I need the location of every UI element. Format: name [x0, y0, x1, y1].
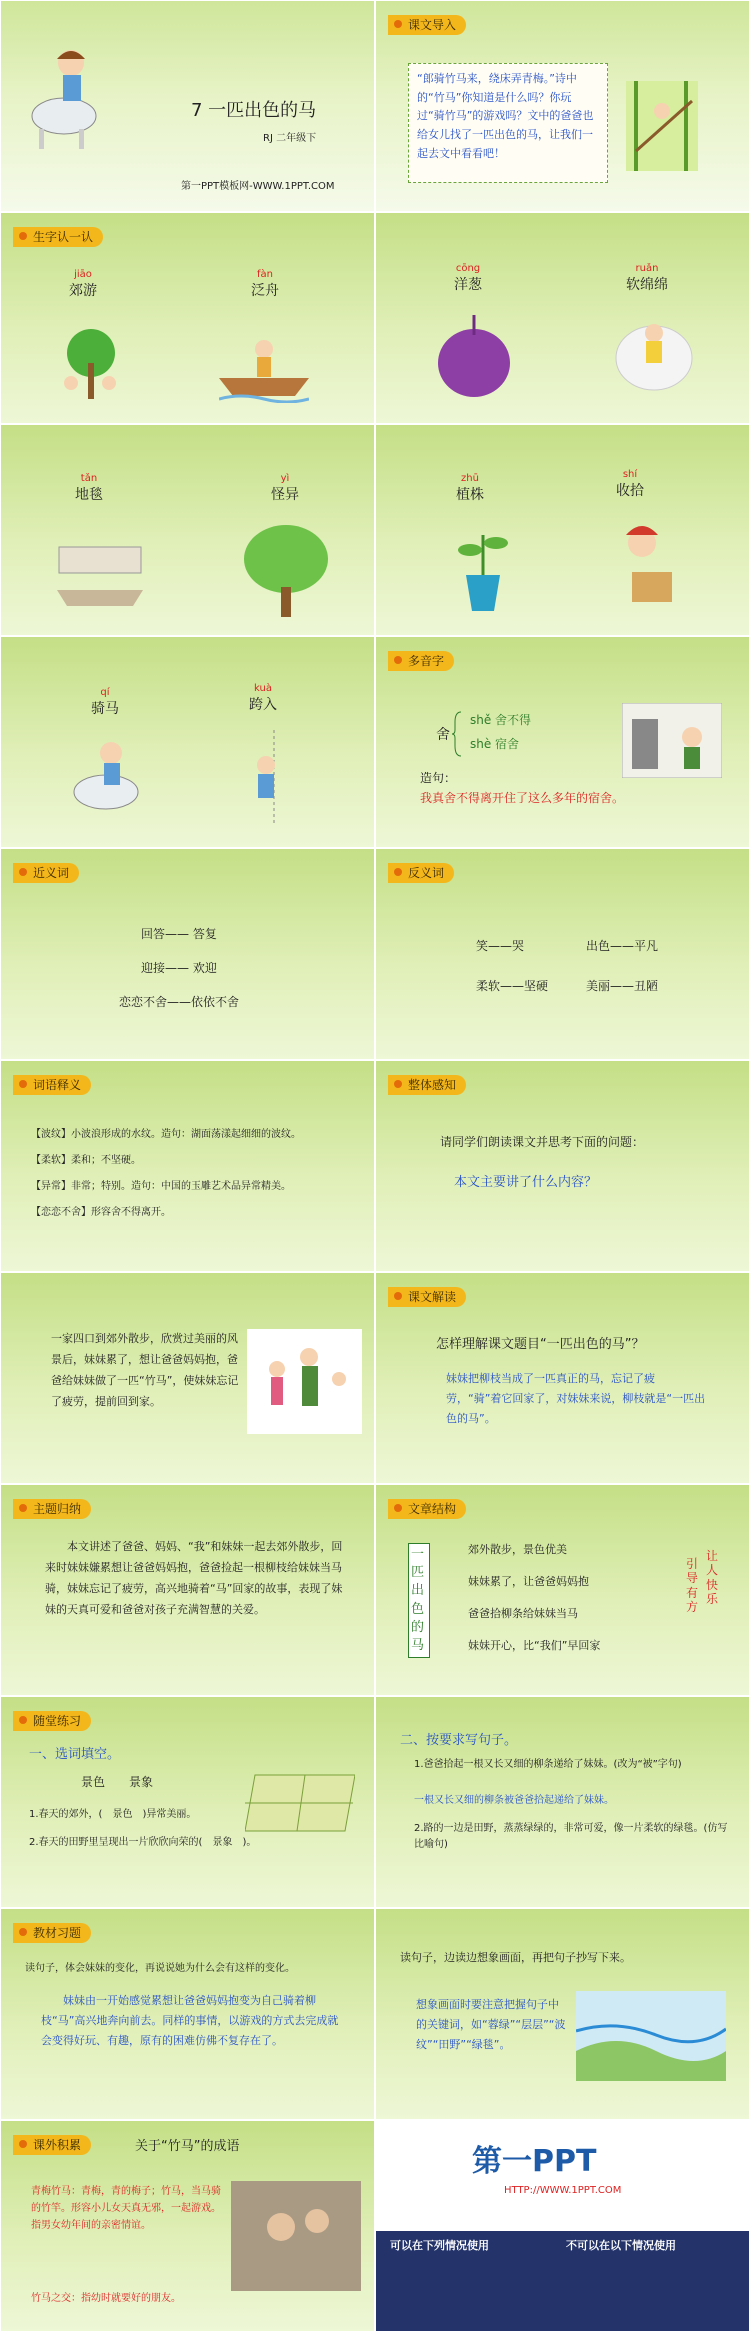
- slide-practice-2: [376, 1697, 749, 1907]
- antonym-4: 美丽——丑陋: [586, 979, 659, 993]
- slide-copy-sentence: [376, 1909, 749, 2119]
- synonym-3: 恋恋不舍——依依不舍: [119, 995, 240, 1009]
- pinyin: zhū: [461, 473, 479, 484]
- tag-label: 课文解读: [388, 1287, 466, 1307]
- antonym-2: 出色——平凡: [586, 939, 659, 953]
- reading-she3: shě 舍不得: [470, 713, 532, 727]
- river-field-illustration: [576, 1991, 726, 2081]
- tag-label: 课文导入: [388, 15, 466, 35]
- copy-question: 读句子，边读边想象画面，再把句子抄写下来。: [400, 1951, 631, 1964]
- pinyin: ruǎn: [635, 263, 659, 274]
- exercise-question: 读句子，体会妹妹的变化，再说说她为什么会有这样的变化。: [25, 1963, 295, 1974]
- footer-heading-nouse: 不可以在以下情况使用: [566, 2239, 676, 2252]
- synonym-1: 回答—— 答复: [141, 927, 217, 941]
- slide-structure: [376, 1485, 749, 1695]
- slide-new-chars-2: [376, 213, 749, 423]
- tag-label: 词语释义: [13, 1075, 91, 1095]
- char-yangcong: [454, 263, 482, 294]
- room-illustration: [622, 703, 722, 778]
- cover-subtitle: RJ 二年级下: [263, 133, 317, 144]
- char-shoushi: [616, 469, 644, 500]
- synonym-2: 迎接—— 欢迎: [141, 961, 217, 975]
- slide-new-chars-1: [1, 213, 374, 423]
- extension-idiom-1: 青梅竹马：青梅，青的梅子；竹马，当马骑的竹竿。形容小儿女天真无邪，一起游戏。指男女幼年间的亲密情谊。: [31, 2186, 221, 2231]
- word: 怪异: [271, 487, 299, 503]
- story-text: 一家四口到郊外散步，欣赏过美丽的风景后，妹妹累了，想让爸爸妈妈抱，爸爸给妹妹做了一匹“竹马”，使妹妹忘记了疲劳，提前回到家。: [51, 1332, 239, 1408]
- boy-doorway-illustration: [246, 725, 301, 835]
- slide-practice-1: [1, 1697, 374, 1907]
- field-illustration: [245, 1765, 355, 1835]
- slide-overall: [376, 1061, 749, 1271]
- tag-label: 近义词: [13, 863, 79, 883]
- pinyin: yì: [280, 473, 290, 484]
- overall-question: 本文主要讲了什么内容？: [454, 1175, 598, 1190]
- extension-idiom-2: 竹马之交：指幼时就要好的朋友。: [31, 2293, 181, 2304]
- char-fanzhou: [251, 269, 279, 300]
- exercise-answer: 妹妹由一开始感觉累想让爸爸妈妈抱变为自己骑着柳枝“马”高兴地奔向前去。同样的事情，以游戏的方式去完成就会变得好玩、有趣，原有的困难仿佛不复存在了。: [41, 1994, 339, 2047]
- reading-she4: shè 宿舍: [470, 737, 520, 751]
- practice-options: 景色 景象: [81, 1775, 154, 1789]
- cover-site: 第一PPT模板网-WWW.1PPT.COM: [181, 181, 335, 192]
- tree-illustration: [241, 517, 331, 622]
- pinyin: kuà: [254, 683, 272, 694]
- slide-text-reading: [376, 1273, 749, 1483]
- char-qima: [91, 687, 119, 718]
- slide-new-chars-4: [376, 425, 749, 635]
- vocab-1: 【波纹】小波浪形成的水纹。造句：湖面荡漾起细细的波纹。: [31, 1129, 301, 1140]
- practice-q2: 2.春天的田野里呈现出一片欣欣向荣的( 景象 )。: [29, 1837, 257, 1848]
- children-photo: [231, 2181, 361, 2291]
- vocab-4: 【恋恋不舍】形容舍不得离开。: [31, 1207, 171, 1218]
- theme-text: 本文讲述了爸爸、妈妈、“我”和妹妹一起去郊外散步，回来时妹妹嫌累想让爸爸妈妈抱，爸爸捡起一根柳枝给妹妹当马骑，妹妹忘记了疲劳，高兴地骑着“马”回家的故事，表现了妹妹的天真可爱和爸爸对孩子充满智慧的关爱。: [45, 1540, 343, 1616]
- slide-antonyms: [376, 849, 749, 1059]
- word: 郊游: [69, 283, 97, 299]
- pinyin: shí: [622, 469, 638, 480]
- boy-box-illustration: [602, 517, 687, 617]
- brand-url: HTTP://WWW.1PPT.COM: [504, 2185, 622, 2196]
- word: 泛舟: [251, 283, 279, 299]
- vocab-3: 【异常】非常；特别。造句：中国的玉雕艺术品异常精美。: [31, 1181, 291, 1192]
- structure-item-1: 郊外散步，景色优美: [468, 1543, 567, 1556]
- slide-exercise: [1, 1909, 374, 2119]
- boy-on-horse-illustration: [19, 41, 109, 151]
- vocab-2: 【柔软】柔和；不坚硬。: [31, 1155, 141, 1166]
- boat-illustration: [219, 323, 309, 403]
- slide-intro: [376, 1, 749, 211]
- structure-item-2: 妹妹累了，让爸爸妈妈抱: [468, 1575, 589, 1588]
- tag-label: 多音字: [388, 651, 454, 671]
- onion-illustration: [434, 311, 514, 401]
- slide-brand: [376, 2121, 749, 2331]
- boy-bamboo-illustration: [626, 81, 698, 171]
- reading-answer: 妹妹把柳枝当成了一匹真正的马，忘记了疲劳，“骑”着它回家了，对妹妹来说，柳枝就是“一匹出色的马”。: [446, 1372, 706, 1425]
- carpet-illustration: [55, 535, 145, 615]
- practice2-q1: 1.爸爸拾起一根又长又细的柳条递给了妹妹。(改为“被”字句): [414, 1759, 682, 1770]
- cover-title: 7 一匹出色的马: [191, 100, 317, 121]
- cloud-boy-illustration: [614, 303, 694, 398]
- pinyin: tǎn: [80, 473, 98, 484]
- char-guaiyi: [271, 473, 299, 504]
- slide-new-chars-3: [1, 425, 374, 635]
- tag-label: 整体感知: [388, 1075, 466, 1095]
- slide-summary-story: [1, 1273, 374, 1483]
- structure-right-2: 让人快乐: [706, 1549, 719, 1607]
- practice-heading: 一、选词填空。: [29, 1747, 121, 1762]
- footer-heading-use: 可以在下列情况使用: [390, 2239, 489, 2252]
- practice-q1: 1.春天的郊外，( 景色 )异常美丽。: [29, 1809, 197, 1820]
- brand-footer: [376, 2231, 749, 2331]
- char-ditan: [75, 473, 103, 504]
- extension-title: 关于“竹马”的成语: [135, 2139, 240, 2154]
- slide-vocab-meaning: [1, 1061, 374, 1271]
- intro-textbox: “郎骑竹马来，绕床弄青梅。”诗中的“竹马”你知道是什么吗？你玩过“骑竹马”的游戏吗？文中的爸爸也给女儿找了一匹出色的马，让我们一起去文中看看吧！: [408, 63, 608, 183]
- structure-item-4: 妹妹开心，比“我们”早回家: [468, 1639, 601, 1652]
- slide-new-chars-5: [1, 637, 374, 847]
- slide-synonyms: [1, 849, 374, 1059]
- word: 地毯: [75, 487, 103, 503]
- word: 洋葱: [454, 277, 482, 293]
- overall-prompt: 请同学们朗读课文并思考下面的问题：: [440, 1135, 645, 1149]
- tag-label: 随堂练习: [13, 1711, 91, 1731]
- polyphone-char: 舍: [436, 727, 450, 743]
- practice2-q2: 2.路的一边是田野，蒸蒸绿绿的，非常可爱，像一片柔软的绿毯。(仿写比喻句): [414, 1823, 728, 1850]
- word: 软绵绵: [626, 277, 668, 293]
- char-zhizhu: [456, 473, 484, 504]
- sentence-label: 造句：: [420, 771, 457, 785]
- copy-answer: 想象画面时要注意把握句子中的关键词，如“蓉绿”“层层”“波纹”“田野”“绿毯”。: [416, 1998, 566, 2051]
- slide-theme: [1, 1485, 374, 1695]
- antonym-1: 笑——哭: [476, 939, 525, 953]
- structure-right-1: 引导有方: [686, 1557, 699, 1615]
- tag-label: 反义词: [388, 863, 454, 883]
- tag-label: 教材习题: [13, 1923, 91, 1943]
- slide-cover: [1, 1, 374, 211]
- word: 植株: [456, 487, 484, 503]
- tag-label: 生字认一认: [13, 227, 103, 247]
- antonym-3: 柔软——坚硬: [476, 979, 549, 993]
- horse-rider-illustration: [61, 727, 151, 832]
- word: 跨入: [249, 697, 277, 713]
- reading-question: 怎样理解课文题目“一匹出色的马”？: [436, 1337, 645, 1352]
- slide-extension: [1, 2121, 374, 2331]
- tag-label: 文章结构: [388, 1499, 466, 1519]
- practice2-a1: 一根又长又细的柳条被爸爸拾起递给了妹妹。: [414, 1795, 614, 1806]
- brand-logo: 第一PPT: [472, 2144, 597, 2179]
- char-ruanmianmian: [626, 263, 668, 294]
- char-jiaoyou: [69, 269, 97, 300]
- slide-polyphone: [376, 637, 749, 847]
- pinyin: qí: [100, 687, 110, 698]
- plant-illustration: [456, 515, 511, 615]
- family-illustration: [247, 1329, 362, 1434]
- pinyin: cōng: [455, 263, 481, 274]
- word: 收拾: [616, 483, 644, 499]
- brace-icon: [452, 711, 462, 757]
- outing-illustration: [51, 323, 131, 403]
- char-kuaru: [249, 683, 277, 714]
- pinyin: fàn: [257, 269, 273, 280]
- tag-label: 课外积累: [13, 2135, 91, 2155]
- structure-left: 一匹出色的马: [408, 1543, 430, 1658]
- pinyin: jiāo: [74, 269, 92, 280]
- word: 骑马: [91, 701, 119, 717]
- sentence-text: 我真舍不得离开住了这么多年的宿舍。: [420, 791, 625, 805]
- structure-item-3: 爸爸拾柳条给妹妹当马: [468, 1607, 578, 1620]
- tag-label: 主题归纳: [13, 1499, 91, 1519]
- practice2-heading: 二、按要求写句子。: [400, 1733, 518, 1748]
